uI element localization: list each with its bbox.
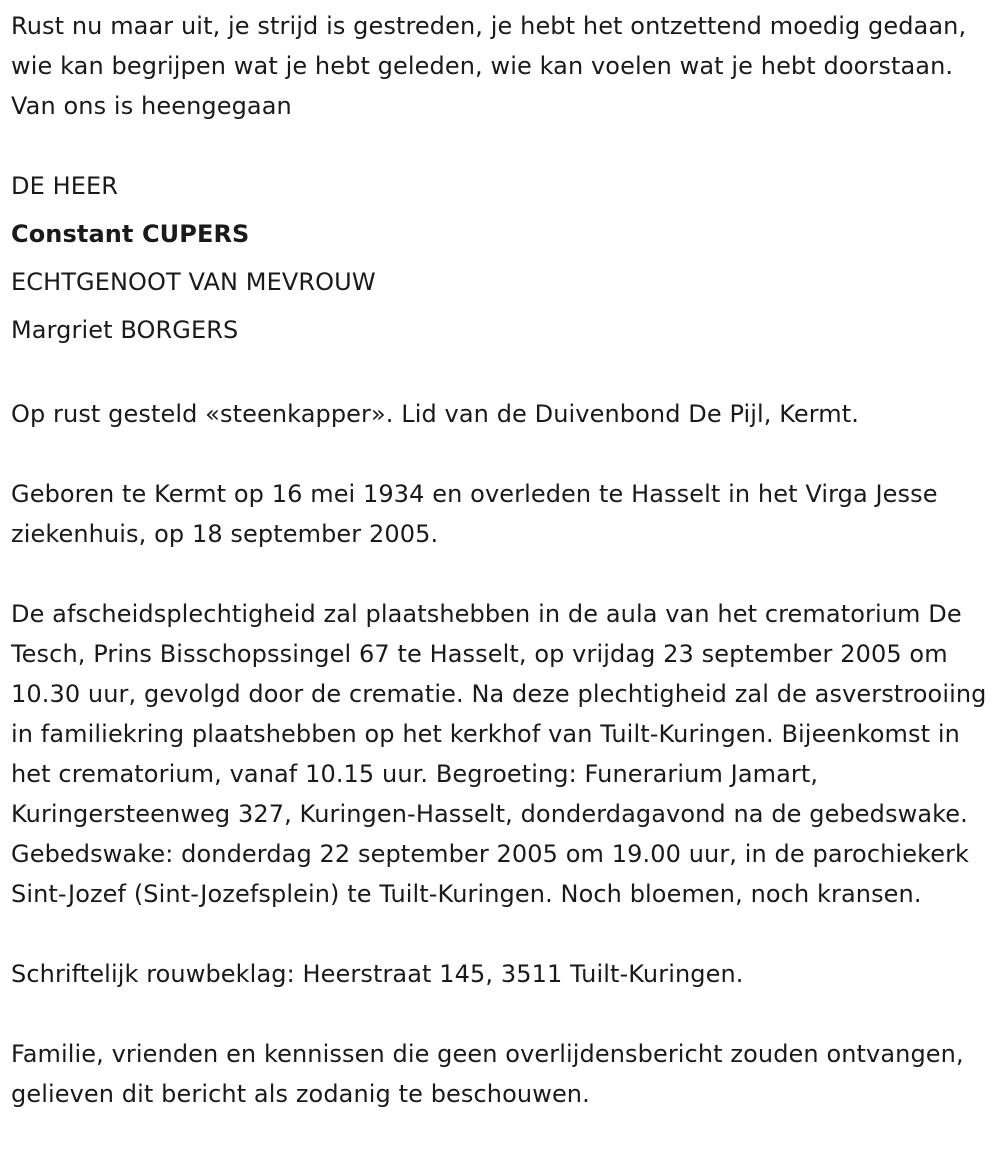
ceremony-paragraph: De afscheidsplechtigheid zal plaatshebben in de aula van het crematorium De Tesch, Prins Bisschopssingel 67 te Hasselt, op vrijdag 23 september 2005 om 10.30 uur, gevolgd door de crematie. Na deze plechtigheid zal de asverstrooiing in familiekring plaatshebben op het kerkhof van Tuilt-Kuringen. Bijeenkomst in het crematorium, vanaf 10.15 uur. Begroeting: Funerarium Jamart, Kuringersteenweg 327, Kuringen-Hasselt, donderdagavond na de gebedswake. Gebedswake: donderdag 22 september 2005 om 19.00 uur, in de parochiekerk Sint-Jozef (Sint-Jozefsplein) te Tuilt-Kuringen. Noch bloemen, noch kransen. bbox=[11, 600, 987, 908]
birth-death-paragraph: Geboren te Kermt op 16 mei 1934 en overleden te Hasselt in het Virga Jesse ziekenhuis, op 18 september 2005. bbox=[11, 480, 938, 548]
intro-paragraph: Rust nu maar uit, je strijd is gestreden, je hebt het ontzettend moedig gedaan, wie kan begrijpen wat je hebt geleden, wie kan voelen wat je hebt doorstaan. Van ons is heengegaan bbox=[11, 12, 967, 120]
spacer bbox=[11, 994, 991, 1034]
occupation-paragraph: Op rust gesteld «steenkapper». Lid van de Duivenbond De Pijl, Kermt. bbox=[11, 400, 860, 428]
closing-paragraph: Familie, vrienden en kennissen die geen overlijdensbericht zouden ontvangen, gelieven dit bericht als zodanig te beschouwen. bbox=[11, 1040, 964, 1108]
spacer bbox=[11, 354, 991, 394]
spacer bbox=[11, 434, 991, 474]
deceased-name: Constant CUPERS bbox=[11, 220, 250, 248]
deceased-block bbox=[11, 162, 991, 354]
spacer bbox=[11, 126, 991, 166]
spacer bbox=[11, 914, 991, 954]
spouse-name: Margriet BORGERS bbox=[11, 316, 239, 344]
condolence-paragraph: Schriftelijk rouwbeklag: Heerstraat 145, 3511 Tuilt-Kuringen. bbox=[11, 960, 744, 988]
obituary-notice bbox=[11, 6, 991, 1114]
spacer bbox=[11, 554, 991, 594]
title-prefix: DE HEER bbox=[11, 172, 119, 200]
spouse-label: ECHTGENOOT VAN MEVROUW bbox=[11, 268, 376, 296]
